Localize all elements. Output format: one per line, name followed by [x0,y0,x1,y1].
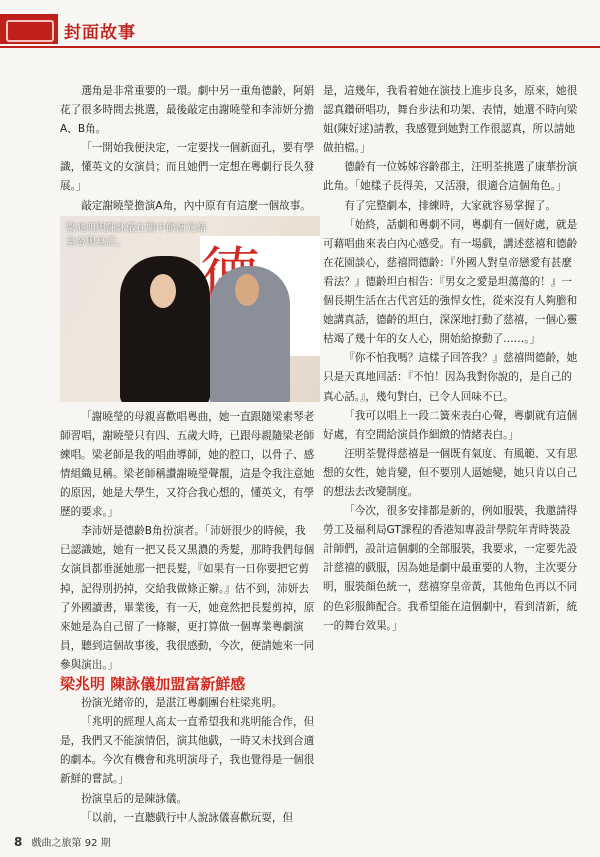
paragraph: 「我可以唱上一段二簧來表白心聲，粵劇就有這個好處，有空間給演員作細緻的情緒表白。」 [323,409,578,441]
paragraph: 汪明荃覺得慈禧是一個既有氣度、有風範、又有思想的女性，她肯變，但不要別人逼她變，她只肯以自己的想法去改變制度。 [323,447,578,498]
publication-name: 戲曲之旅第 92 期 [31,838,111,849]
section-title: 封面故事 [64,23,136,43]
page-footer [14,834,111,849]
paragraph: 是，這幾年，我看着她在演技上進步良多，原來，她很認真鑽研唱功，舞台步法和功架、表情，她還不時向梁姐(陳好逑)請教，我感覺到她對工作很認真，所以請她做拍檔。」 [323,85,578,155]
left-column [60,82,316,828]
article-subhead: 梁兆明 陳詠儀加盟富新鮮感 [60,674,246,693]
photo-caption: 梁兆明與陳詠儀在劇中飾演光緒皇帝與皇后。 [66,222,206,248]
paragraph: 「兆明的經理人高太一直希望我和兆明能合作，但是，我們又不能演情侶，演其他戲，一時又未找到合適的劇本。今次有機會和兆明演母子，我也覺得是一個很新鮮的嘗試。」 [60,716,315,786]
paragraph: 「今次，很多安排都是新的，例如服裝，我邀請得勞工及福利局GT課程的香港知專設計學院年青時裝設計師們，設計這個劇的全部服裝，我要求，一定要先設計慈禧的戲服，因為她是劇中最重要的人物，主次要分明，服裝顏色統一，慈禧穿皇帝黃，其他角色再以不同的色彩服飾配合。我希望能在這個劇中，看到清新，統一的舞台效果。」 [323,505,578,632]
paragraph: 敲定謝曉瑩擔演A角，內中原有有這麼一個故事。 [81,199,311,212]
cover-photo [60,216,320,402]
paragraph: 「謝曉瑩的母親喜歡唱粵曲，她一直跟隨梁素琴老師習唱，謝曉瑩只有四、五歲大時，已跟母親隨梁老師練唱。梁老師是我的唱曲導師，她的腔口，以骨子、感情組織見稱。梁老師稱讚謝曉瑩聲靚，這是令我注意她的原因，她是大學生，又符合我心想的，懂英文，有學歷的要求。」 [60,410,315,519]
right-column [323,82,579,636]
paragraph: 選角是非常重要的一環。劇中另一重角德齡，阿娟花了很多時間去挑選，最後敲定由謝曉瑩和李沛妍分擔A、B角。 [60,85,315,136]
header-ornament [0,14,58,44]
header-rule [0,46,600,48]
paragraph: 德齡有一位姊姊容齡郡主，汪明荃挑選了康華扮演此角。「她樣子長得美，又活潑，很適合這個角色。」 [323,161,578,193]
paragraph: 「始終，話劇和粵劇不同，粵劇有一個好處，就是可藉唱曲來表白內心感受。有一場戲，講述慈禧和德齡在花園談心，慈禧問德齡：『外國人對皇帝戀愛有甚麼看法？』德齡坦白相告：『男女之愛是坦蕩蕩的！』一個長期生活在古代宮廷的強悍女性，從來沒有人夠膽和她講真話，德齡的坦白，深深地打動了慈禧，一個心靈枯竭了幾十年的女人心，開始給撩動了……。」 [323,218,578,346]
paragraph: 「一開始我便決定，一定要找一個新面孔，要有學識，懂英文的女演員；而且她們一定想在粵劇行長久發展。」 [60,142,315,193]
paragraph: 李沛妍是德齡B角扮演者。「沛妍很少的時候，我已認識她，她有一把又長又黑濃的秀髮，那時我們每個女演員都垂涎她那一把長髮，『如果有一日你要把它剪掉，記得別扔掉，交給我做條正辮。』估不到，沛妍去了外國讀書，畢業後，有一天，她竟然把長髮剪掉，原來她是為自己留了一條辮，更打算做一個專業粵劇演員，聽到這個故事後，我很感動，今次，便請她來一同參與演出。」 [60,525,315,671]
paragraph: 有了完整劇本，排練時，大家就容易掌握了。 [344,199,557,212]
paragraph: 「以前，一直聽戲行中人說詠儀喜歡玩耍，但 [81,811,294,824]
paragraph: 『你不怕我嗎？這樣子回答我？』慈禧問德齡，她只是天真地回話：『不怕！因為我對你說的，是自己的真心話。』，幾句對白，已令人回味不已。 [323,352,578,403]
page-number: 8 [14,835,23,849]
paragraph: 扮演光緒帝的，是湛江粵劇團台柱梁兆明。 [81,697,283,710]
paragraph: 扮演皇后的是陳詠儀。 [81,792,188,805]
